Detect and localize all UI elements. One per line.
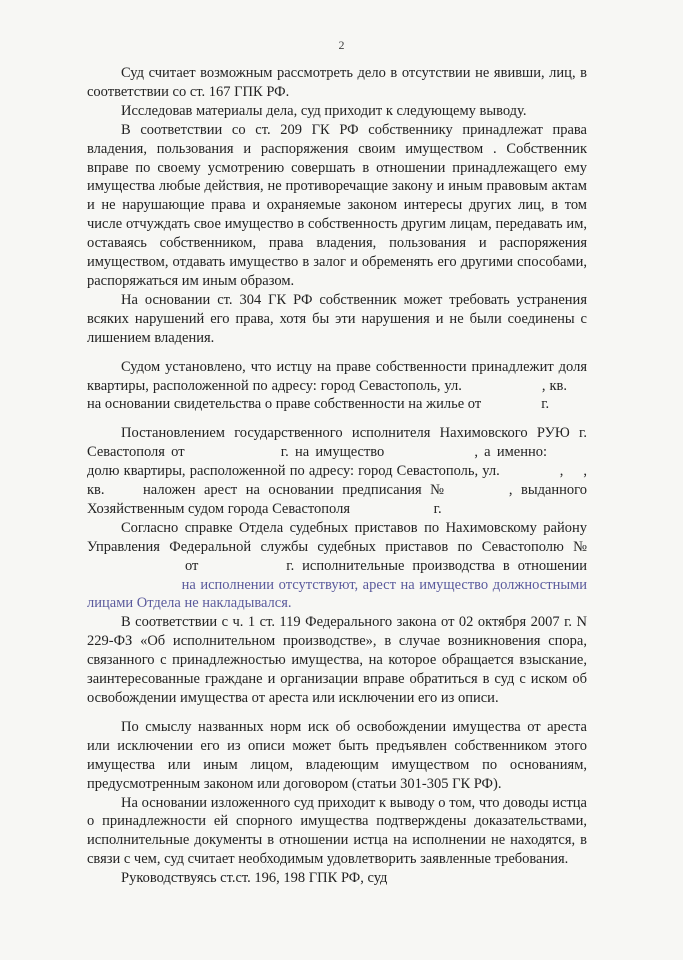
paragraph-court-finding: На основании изложенного суд приходит к выводу о том, что доводы истца о принадлежности ей спорного имущества подтверждены доказательствами, исполнительные документы в отношении истца на исполнении не находятся, в связи с чем, суд считает необходимым удовлетворить заявленные требования. <box>87 794 587 868</box>
paragraph-guided-by: Руководствуясь ст.ст. 196, 198 ГПК РФ, суд <box>121 870 388 887</box>
page-number: 2 <box>338 38 345 52</box>
document-body <box>87 64 587 888</box>
paragraph-ownership <box>87 358 587 415</box>
arrest-text-3: , а именно: <box>474 444 548 461</box>
arrest-text-9: г. <box>433 500 442 517</box>
arrest-text-1: Постановлением государственного исполнителя Нахимовского РУЮ г. Севастополя от <box>87 425 587 461</box>
ownership-text-1: Судом установлено, что истцу на праве собственности принадлежит доля квартиры, расположенной по адресу: город Севастополь, ул. <box>87 358 587 394</box>
arrest-text-8: , выданного Хозяйственным судом города Севастополя <box>87 482 587 517</box>
arrest-text-4: долю квартиры, расположенной по адресу: город Севастополь, ул. <box>87 463 500 480</box>
paragraph-norms-meaning: По смыслу названных норм иск об освобождении имущества от ареста или исключении его из описи может быть предъявлен собственником этого имущества или иным лицом, владеющим имуществом по основаниям, предусмотренным законом или договором (статьи 301-305 ГК РФ). <box>87 718 587 792</box>
bailiff-text-2: от <box>184 557 199 574</box>
arrest-text-5: , <box>559 463 564 480</box>
paragraph-absence: Суд считает возможным рассмотреть дело в отсутствии не явивши, лиц, в соответствии со ст. 167 ГПК РФ. <box>87 65 587 100</box>
bailiff-text-1: Согласно справке Отдела судебных приставов по Нахимовскому району Управления Федеральной службы судебных приставов по Севастополю № <box>87 519 587 555</box>
paragraph-art-304: На основании ст. 304 ГК РФ собственник может требовать устранения всяких нарушений его права, хотя бы эти нарушения и не были соединены с лишением владения. <box>87 291 587 346</box>
ownership-text-3: на основании свидетельства о праве собственности на жилье от <box>87 396 482 413</box>
paragraph-art-209: В соответствии со ст. 209 ГК РФ собственнику принадлежат права владения, пользования и распоряжения своим имуществом . Собственник вправе по своему усмотрению совершать в отношении принадлежащего ему имущества любые действия, не противоречащие закону и иным правовым актам и не нарушающие права и охраняемые законом интересы других лиц, в том числе отчуждать свое имущество в собственность другим лицам, передавать им, оставаясь собственником, права владения, пользования и распоряжения имуществом, отдавать имущество в залог и обременять его другими способами, распоряжаться им иным образом. <box>87 121 587 289</box>
arrest-text-6: , кв. <box>87 463 587 499</box>
paragraph-bailiff-certificate <box>87 519 587 614</box>
arrest-text-7: наложен арест на основании предписания № <box>143 482 449 499</box>
bailiff-text-4: на исполнении отсутствуют, арест на имущество должностными лицами Отдела не накладывался. <box>87 576 588 612</box>
ownership-text-4: г. <box>541 396 550 413</box>
paragraph-arrest-resolution <box>87 424 587 519</box>
ownership-text-2: , кв. <box>541 377 567 394</box>
arrest-text-2: г. на имущество <box>280 444 385 461</box>
bailiff-text-3: г. исполнительные производства в отношении <box>286 557 587 574</box>
paragraph-law-229: В соответствии с ч. 1 ст. 119 Федерального закона от 02 октября 2007 г. N 229-ФЗ «Об исполнительном производстве», в случае возникновения спора, связанного с принадлежностью имущества, на которое обращается взыскание, заинтересованные граждане и организации вправе обратиться в суд с иском об освобождении имущества от ареста или исключении его из описи. <box>87 614 587 706</box>
paragraph-conclusion-intro: Исследовав материалы дела, суд приходит к следующему выводу. <box>121 102 527 119</box>
